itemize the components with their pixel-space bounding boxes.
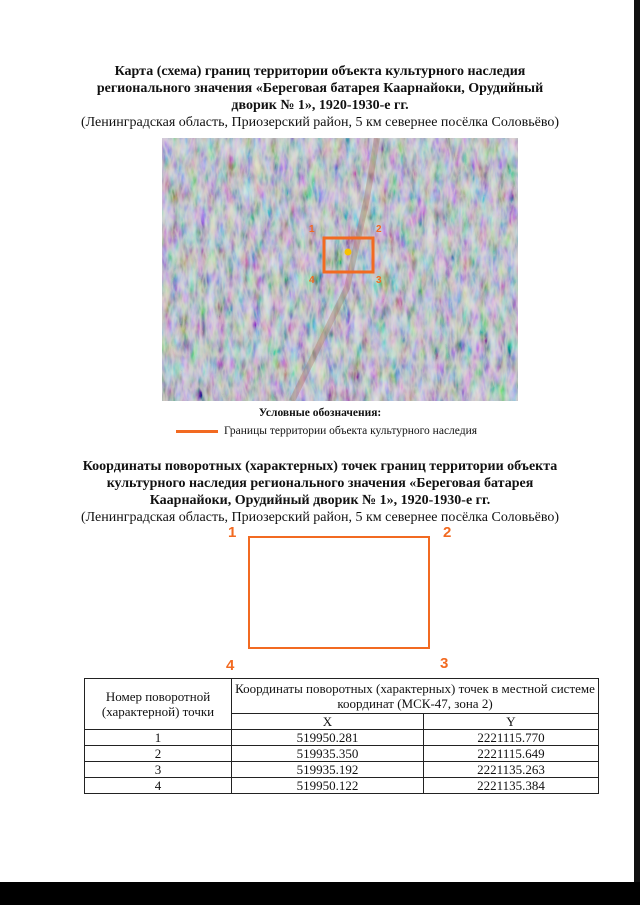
- coords-title-line-1: Координаты поворотных (характерных) точек границ территории объекта: [82, 459, 558, 474]
- coords-location: (Ленинградская область, Приозерский район, 5 км севернее посёлка Соловьёво): [80, 510, 560, 525]
- object-marker: [345, 249, 352, 256]
- schema-point-label-1: 1: [228, 524, 237, 541]
- table-header-row: [85, 679, 599, 714]
- legend-item-label: Границы территории объекта культурного наследия: [224, 425, 478, 437]
- legend-line-swatch: [176, 430, 218, 433]
- cell-x: 519950.122: [232, 778, 424, 794]
- table-row: [85, 746, 599, 762]
- cell-x: 519935.350: [232, 746, 424, 762]
- cell-x: 519950.281: [232, 730, 424, 746]
- map-point-label-2: 2: [376, 224, 382, 235]
- scan-edge-right: [634, 0, 640, 882]
- map-title-line-1: Карта (схема) границ территории объекта культурного наследия: [114, 64, 526, 79]
- boundary-schema: [248, 536, 430, 649]
- satellite-map: [162, 138, 518, 401]
- cell-y: 2221135.384: [424, 778, 599, 794]
- map-point-label-1: 1: [309, 224, 315, 235]
- map-point-label-4: 4: [309, 275, 315, 286]
- cell-y: 2221115.649: [424, 746, 599, 762]
- cell-point-number: 4: [85, 778, 232, 794]
- cell-y: 2221115.770: [424, 730, 599, 746]
- table-row: [85, 730, 599, 746]
- table-row: [85, 762, 599, 778]
- schema-point-label-3: 3: [440, 655, 449, 672]
- map-title-line-3: дворик № 1», 1920-1930-е гг.: [231, 98, 409, 113]
- scan-edge-bottom: [0, 882, 640, 905]
- satellite-map-graphic: [162, 138, 518, 401]
- schema-point-label-4: 4: [226, 657, 235, 674]
- table-row: [85, 778, 599, 794]
- map-location: (Ленинградская область, Приозерский район, 5 км севернее посёлка Соловьёво): [80, 115, 560, 130]
- cell-point-number: 3: [85, 762, 232, 778]
- map-title-line-2: регионального значения «Береговая батарея Каарнайоки, Орудийный: [96, 81, 544, 96]
- coords-title-line-2: культурного наследия регионального значения «Береговая батарея: [106, 476, 534, 491]
- coords-title-line-3: Каарнайоки, Орудийный дворик № 1», 1920-1930-е гг.: [149, 493, 491, 508]
- cell-x: 519935.192: [232, 762, 424, 778]
- header-x: X: [232, 714, 424, 730]
- legend-item: [176, 424, 477, 438]
- cell-y: 2221135.263: [424, 762, 599, 778]
- header-y: Y: [424, 714, 599, 730]
- cell-point-number: 1: [85, 730, 232, 746]
- header-point-number: Номер поворотной (характерной) точки: [85, 679, 232, 730]
- map-point-label-3: 3: [376, 275, 382, 286]
- header-coordinates: Координаты поворотных (характерных) точек в местной системе координат (МСК-47, зона 2): [232, 679, 599, 714]
- coordinates-table: [84, 678, 599, 794]
- cell-point-number: 2: [85, 746, 232, 762]
- legend-title: Условные обозначения:: [258, 407, 382, 419]
- schema-point-label-2: 2: [443, 524, 452, 541]
